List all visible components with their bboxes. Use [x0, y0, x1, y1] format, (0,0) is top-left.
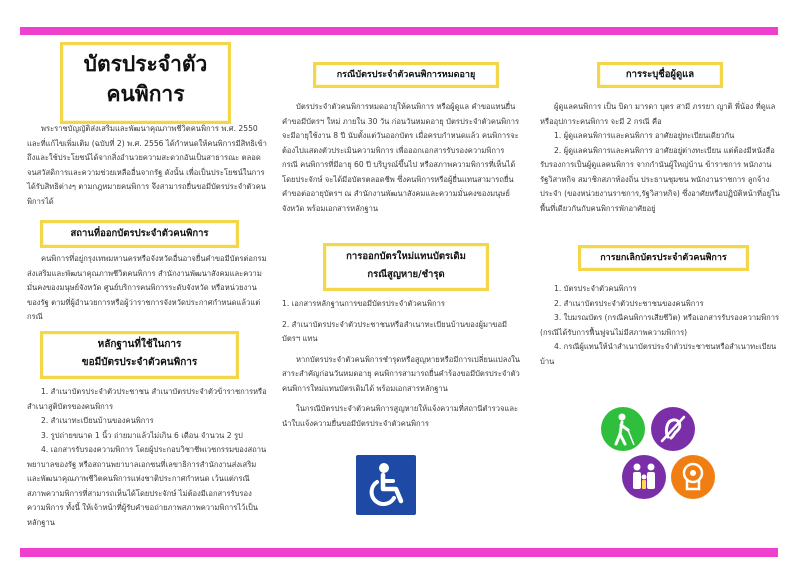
list-item: 4. เอกสารรับรองความพิการ โดยผู้ประกอบวิชาชีพเวชกรรมของสถานพยาบาลของรัฐ หรือสถานพยาบาลเอกชนที่เลขาธิการสำนักงานส่งเสริมและพัฒนาคุณภาพชีวิตคนพิการแห่งชาติประกาศกำหนด เว้นแต่กรณีสภาพความพิการที่สามารถเห็นได้โดยประจักษ์ ไม่ต้องมีเอกสารรับรองความพิการ ทั้งนี้ ให้เจ้าหน้าที่ผู้รับคำขอถ่ายภาพสภาพความพิการไว้เป็นหลักฐาน: [27, 445, 267, 527]
expired-paragraph: บัตรประจำตัวคนพิการหมดอายุให้คนพิการ หรือผู้ดูแล คำขอแทนยื่นคำขอมีบัตรฯ ใหม่ ภายใน 30 วัน ก่อนวันหมดอายุ บัตรประจำตัวคนพิการ จะมีอายุใช้งาน 8 ปี นับตั้งแต่วันออกบัตร เมื่อครบกำหนดแล้ว คนพิการจะต้องไปแสดงตัวประเมินความพิการ เพื่อออกเอกสารรับรองความพิการ กรณี คนพิการที่มีอายุ 60 ปี บริบูรณ์ขึ้นไป หรือสภาพความพิการที่เห็นได้โดยประจักษ์ จะได้มีอบัตรตลอดชีพ ซึ่งคนพิการหรือผู้ยื่นแทนสามารถยื่นคำขอต่ออายุบัตรฯ ณ สำนักงานพัฒนาสังคมและความมั่นคงของมนุษย์จังหวัด พร้อมเอกสารหลักฐาน: [282, 102, 520, 213]
replace-heading-box: [323, 243, 489, 291]
list-item: 1. สำเนาบัตรประจำตัวประชาชน สำเนาบัตรประจำตัวข้าราชการหรือสำเนาสูติบัตรของคนพิการ: [27, 387, 267, 411]
caregiver-heading-box: [597, 62, 723, 88]
caregiver-heading: การระบุชื่อผู้ดูแล: [625, 69, 695, 80]
replace-heading-line1: การออกบัตรใหม่แทนบัตรเดิม: [346, 251, 466, 262]
evidence-heading-line1: หลักฐานที่ใช้ในการ: [97, 339, 182, 350]
list-item: 1. ผู้ดูแลคนพิการและคนพิการ อาศัยอยู่ทะเบียนเดียวกัน: [554, 131, 735, 140]
intellectual-icon: [671, 455, 715, 499]
blind-icon: [601, 407, 645, 451]
list-item: 2. ผู้ดูแลคนพิการและคนพิการ อาศัยอยู่ต่างทะเบียน แต่ต้องมีหนังสือรับรองการเป็นผู้ดูแลคนพิการ จากกำนันผู้ใหญ่บ้าน ข้าราชการ พนักงานรัฐวิสาหกิจ สมาชิกสภาท้องถิ่น ประธานชุมชน พนักงานราชการ ลูกจ้างประจำ (ของหน่วยงานราชการ,รัฐวิสาหกิจ) ซึ่งอาศัยหรือปฏิบัติหน้าที่อยู่ในพื้นที่เดียวกันกับคนพิการพักอาศัยอยู่: [540, 145, 780, 213]
place-heading: สถานที่ออกบัตรประจำตัวคนพิการ: [70, 228, 209, 239]
top-border-bar: [20, 27, 778, 35]
cancel-heading: การยกเลิกบัตรประจำตัวคนพิการ: [600, 253, 727, 263]
cancel-heading-box: [578, 245, 749, 271]
place-heading-box: [40, 220, 239, 248]
caregiver-intro: ผู้ดูแลคนพิการ เป็น บิดา มารดา บุตร สามี ภรรยา ญาติ พี่น้อง ที่ดูแลหรืออุปการะคนพิการ จะมี 2 กรณี คือ: [540, 102, 776, 126]
bottom-border-bar: [20, 548, 778, 557]
expired-heading: กรณีบัตรประจำตัวคนพิการหมดอายุ: [336, 70, 476, 80]
list-item: 3. ใบมรณบัตร (กรณีคนพิการเสียชีวิต) หรือเอกสารรับรองความพิการ (กรณีได้รับการฟื้นฟูจนไม่มีสภาพความพิการ): [540, 313, 780, 337]
list-item: 3. รูปถ่ายขนาด 1 นิ้ว ถ่ายมาแล้วไม่เกิน 6 เดือน จำนวน 2 รูป: [41, 430, 243, 440]
list-item: 4. กรณีผู้แทนให้นำสำเนาบัตรประจำตัวประชาชนหรือสำเนาทะเบียนบ้าน: [540, 342, 777, 366]
family-icon: [622, 455, 666, 499]
list-item: 1. เอกสารหลักฐานการขอมีบัตรประจำตัวคนพิการ: [282, 299, 445, 308]
title-box: [60, 42, 231, 124]
replace-paragraph-1: หากบัตรประจำตัวคนพิการชำรุดหรือสูญหายหรือมีการเปลี่ยนแปลงในสาระสำคัญก่อนวันหมดอายุ คนพิการสามารถยื่นคำร้องขอมีบัตรประจำตัวคนพิการใหม่แทนบัตรเดิมได้ พร้อมเอกสารหลักฐาน: [282, 354, 520, 393]
place-paragraph: คนพิการที่อยู่กรุงเทพมหานครหรือจังหวัดอื่นอาจยื่นคำขอมีบัตรต่อกรมส่งเสริมและพัฒนาคุณภาพชีวิตคนพิการ สำนักงานพัฒนาสังคมและความมั่นคงของมนุษย์จังหวัด ศูนย์บริการคนพิการระดับจังหวัด หรือหน่วยงานของรัฐ ตามที่ผู้อำนวยการหรือผู้ว่าราชการจังหวัดประกาศกำหนดแล้วแต่กรณี: [27, 254, 267, 321]
list-item: 1. บัตรประจำตัวคนพิการ: [554, 284, 637, 293]
replace-heading-line2: กรณีสูญหาย/ชำรุด: [367, 269, 445, 280]
hearing-icon: [651, 407, 695, 451]
evidence-heading-box: [40, 331, 239, 379]
replace-paragraph-2: ในกรณีบัตรประจำตัวคนพิการสูญหายให้แจ้งความที่สถานีตำรวจและนำใบแจ้งความยื่นขอมีบัตรประจำตัวคนพิการ: [282, 404, 519, 428]
list-item: 2. สำเนาบัตรประจำตัวประชาชนหรือสำเนาทะเบียนบ้านของผู้มาขอมีบัตรฯ แทน: [282, 319, 508, 343]
evidence-heading-line2: ขอมีบัตรประจำตัวคนพิการ: [81, 357, 198, 368]
wheelchair-icon: [356, 455, 416, 515]
evidence-list: [27, 385, 267, 530]
list-item: 2. สำเนาบัตรประจำตัวประชาชนของคนพิการ: [554, 298, 704, 308]
list-item: 2. สำเนาทะเบียนบ้านของคนพิการ: [41, 416, 154, 425]
title-line2: คนพิการ: [106, 82, 185, 106]
expired-heading-box: [313, 62, 499, 88]
intro-paragraph: พระราชบัญญัติส่งเสริมและพัฒนาคุณภาพชีวิตคนพิการ พ.ศ. 2550 และที่แก้ไขเพิ่มเติม (ฉบับที่ 2) พ.ศ. 2556 ได้กำหนดให้คนพิการมีสิทธิเข้าถึงและใช้ประโยชน์ได้จากสิ่งอำนวยความสะดวกอันเป็นสาธารณะ ตลอดจนสวัสดิการและความช่วยเหลืออื่นจากรัฐ ดังนั้น เพื่อเป็นประโยชน์ในการได้รับสิทธิต่างๆ ตามกฎหมายคนพิการ จึงสามารถยื่นขอมีบัตรประจำตัวคนพิการได้: [27, 124, 267, 206]
title-line1: บัตรประจำตัว: [83, 52, 208, 76]
